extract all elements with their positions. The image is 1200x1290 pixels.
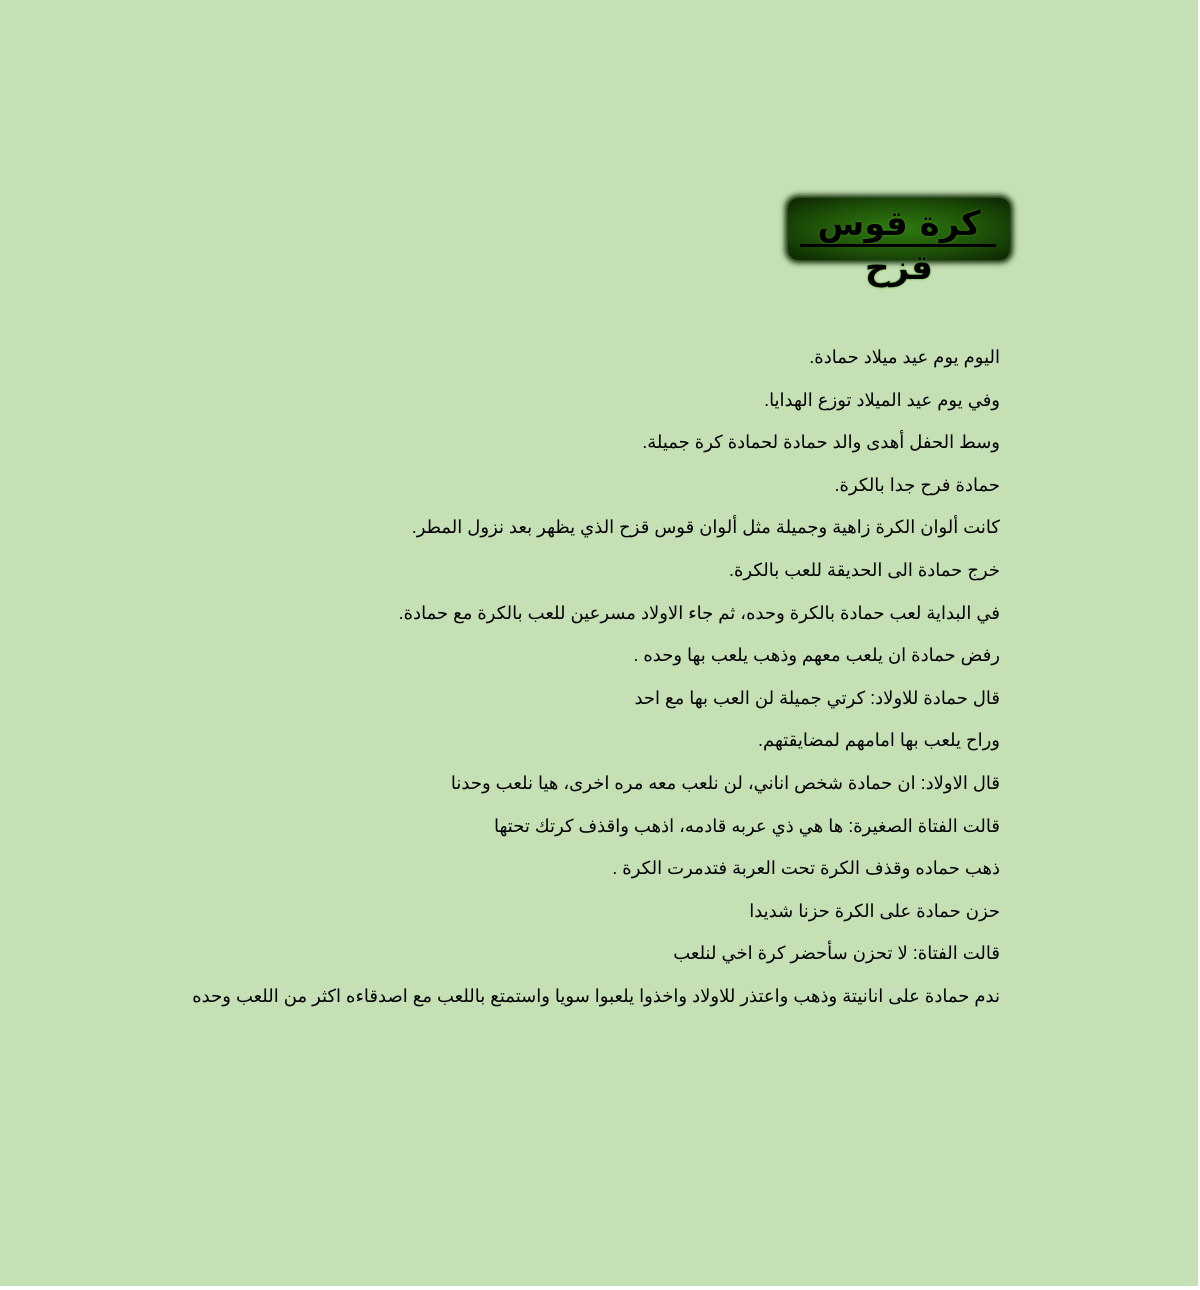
story-line: اليوم يوم عيد ميلاد حمادة. bbox=[809, 347, 1000, 367]
story-line: رفض حمادة ان يلعب معهم وذهب يلعب بها وحده . bbox=[633, 645, 1000, 666]
story-line: في البداية لعب حمادة بالكرة وحده، ثم جاء الاولاد مسرعين للعب بالكرة مع حمادة. bbox=[398, 602, 1000, 623]
title-underline bbox=[800, 244, 996, 247]
story-line: ذهب حماده وقذف الكرة تحت العربة فتدمرت الكرة . bbox=[612, 858, 1000, 879]
story-line: حمادة فرح جدا بالكرة. bbox=[834, 474, 1000, 495]
story-line: وسط الحفل أهدى والد حمادة لحمادة كرة جميلة. bbox=[642, 432, 1000, 453]
story-line: كانت ألوان الكرة زاهية وجميلة مثل ألوان قوس قزح الذي يظهر بعد نزول المطر. bbox=[411, 517, 1000, 538]
story-line: وفي يوم عيد الميلاد توزع الهدايا. bbox=[764, 389, 1000, 410]
story-line: قالت الفتاة الصغيرة: ها هي ذي عربه قادمه، اذهب واقذف كرتك تحتها bbox=[494, 815, 1000, 836]
story-line: خرج حمادة الى الحديقة للعب بالكرة. bbox=[728, 559, 1000, 580]
story-text bbox=[100, 336, 1000, 1018]
story-line: قالت الفتاة: لا تحزن سأحضر كرة اخي لنلعب bbox=[673, 943, 1000, 964]
story-line: وراح يلعب بها امامهم لمضايقتهم. bbox=[758, 730, 1000, 751]
document-title: كرة قوس قزح bbox=[817, 204, 981, 288]
story-line: قال حمادة للاولاد: كرتي جميلة لن العب بها مع احد bbox=[634, 687, 1000, 708]
title-banner bbox=[788, 198, 1010, 288]
story-line: حزن حمادة على الكرة حزنا شديدا bbox=[749, 900, 1000, 921]
story-line: قال الاولاد: ان حمادة شخص اناني، لن نلعب معه مره اخرى، هيا نلعب وحدنا bbox=[450, 772, 1000, 793]
story-line: ندم حمادة على انانيتة وذهب واعتذر للاولاد واخذوا يلعبوا سويا واستمتع باللعب مع اصدقاءه اكثر من اللعب وحده bbox=[192, 985, 1000, 1006]
